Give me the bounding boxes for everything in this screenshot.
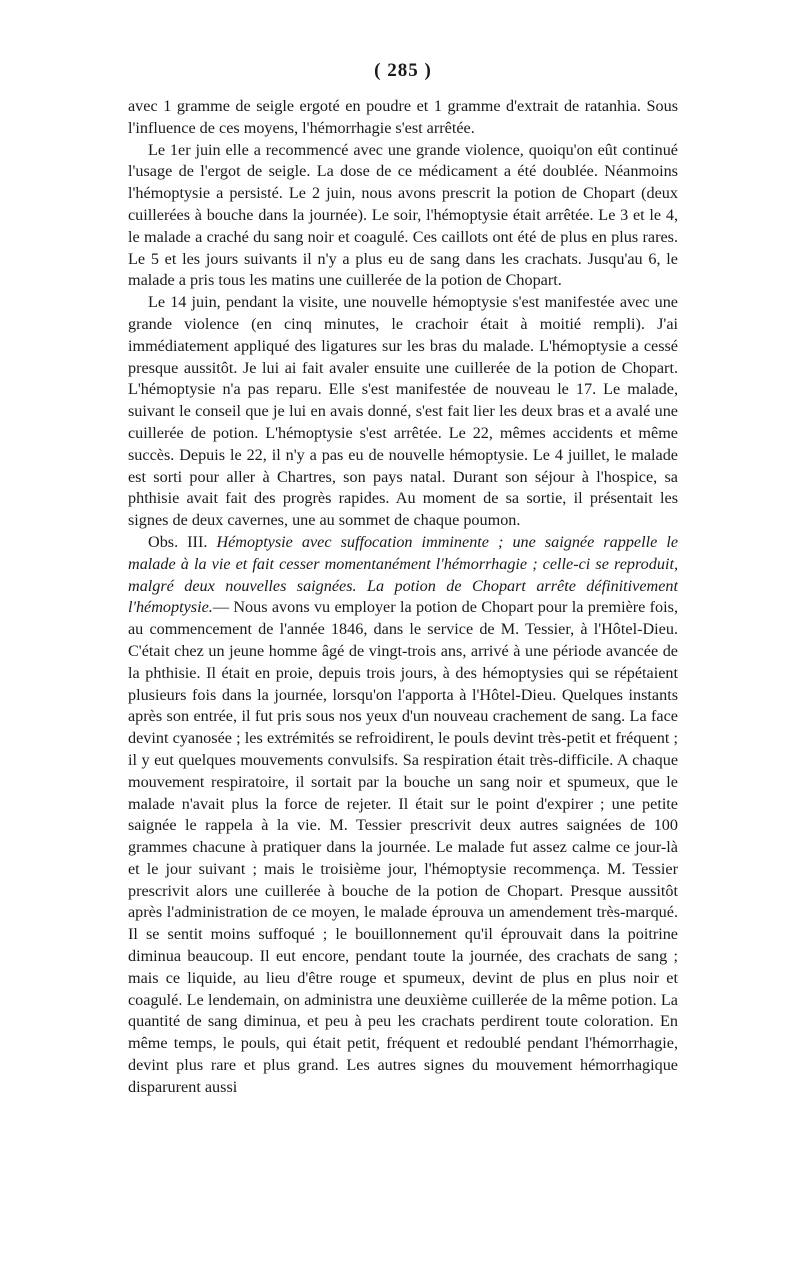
- page-number: ( 285 ): [374, 60, 432, 81]
- paragraph-2: Le 1er juin elle a recommencé avec une grande violence, quoiqu'on eût continué l'usage de l'ergot de seigle. La dose de ce médicament a été doublée. Néanmoins l'hémoptysie a persisté. Le 2 juin, nous avons prescrit la potion de Chopart (deux cuillerées à bouche dans la journée). Le soir, l'hémoptysie était arrêtée. Le 3 et le 4, le malade a craché du sang noir et coagulé. Ces caillots ont été de plus en plus rares. Le 5 et les jours suivants il n'y a plus eu de sang dans les crachats. Jusqu'au 6, le malade a pris tous les matins une cuillerée de la potion de Chopart.: [128, 140, 678, 290]
- observation-label: Obs. III.: [148, 532, 208, 551]
- paragraph-3: Le 14 juin, pendant la visite, une nouvelle hémoptysie s'est manifestée avec une grande violence (en cinq minutes, le crachoir était à moitié rempli). J'ai immédiatement appliqué des ligatures sur les bras du malade. L'hémoptysie a cessé presque aussitôt. Je lui ai fait avaler ensuite une cuillerée de la potion de Chopart. L'hémoptysie n'a pas reparu. Elle s'est manifestée de nouveau le 17. Le malade, suivant le conseil que je lui en avais donné, s'est fait lier les deux bras et a avalé une cuillerée de potion. L'hémoptysie s'est arrêtée. Le 22, mêmes accidents et même succès. Depuis le 22, il n'y a pas eu de nouvelle hémoptysie. Le 4 juillet, le malade est sorti pour aller à Chartres, son pays natal. Durant son séjour à l'hospice, sa phthisie avait fait des progrès rapides. Au moment de sa sortie, il présentait les signes de deux cavernes, une au sommet de chaque poumon.: [128, 293, 678, 530]
- paragraph-1: avec 1 gramme de seigle ergoté en poudre et 1 gramme d'extrait de ratanhia. Sous l'influence de ces moyens, l'hémorrhagie s'est arrêtée.: [128, 97, 678, 137]
- document-page: [128, 58, 678, 1099]
- body-text: [128, 96, 678, 1099]
- observation-text: — Nous avons vu employer la potion de Chopart pour la première fois, au commencement de l'année 1846, dans le service de M. Tessier, à l'Hôtel-Dieu. C'était chez un jeune homme âgé de vingt-trois ans, arrivé à une période avancée de la phthisie. Il était en proie, depuis trois jours, à des hémoptysies qui se répétaient plusieurs fois dans la journée, lorsqu'on l'apporta à l'Hôtel-Dieu. Quelques instants après son entrée, il fut pris sous nos yeux d'un nouveau crachement de sang. La face devint cyanosée ; les extrémités se refroidirent, le pouls devint très-petit et fréquent ; il y eut quelques mouvements convulsifs. Sa respiration était très-difficile. A chaque mouvement respiratoire, il sortait par la bouche un sang noir et spumeux, que le malade n'avait plus la force de rejeter. Il était sur le point d'expirer ; une petite saignée le rappela à la vie. M. Tessier prescrivit deux autres saignées de 100 grammes chacune à pratiquer dans la journée. Le malade fut assez calme ce jour-là et le jour suivant ; mais le troisième jour, l'hémoptysie recommença. M. Tessier prescrivit alors une cuillerée à bouche de la potion de Chopart. Presque aussitôt après l'administration de ce moyen, le malade éprouva un amendement très-marqué. Il se sentit moins suffoqué ; le bouillonnement qu'il éprouvait dans la poitrine diminua beaucoup. Il eut encore, pendant toute la journée, des crachats de sang ; mais ce liquide, au lieu d'être rouge et spumeux, devint de plus en plus noir et coagulé. Le lendemain, on administra une deuxième cuillerée de la même potion. La quantité de sang diminua, et peu à peu les crachats perdirent toute coloration. En même temps, le pouls, qui était petit, fréquent et redoublé pendant l'hémorrhagie, devint plus rare et plus grand. Les autres signes du mouvement hémorrhagique disparurent aussi: [128, 598, 678, 1096]
- observation-paragraph: [128, 532, 678, 1099]
- observation-summary: Hémoptysie avec suffocation imminente ; une saignée rappelle le malade à la vie et fait cesser momentanément l'hémorrhagie ; celle-ci se reproduit, malgré deux nouvelles saignées. La potion de Chopart arrête définitivement l'hémoptysie.: [128, 532, 678, 617]
